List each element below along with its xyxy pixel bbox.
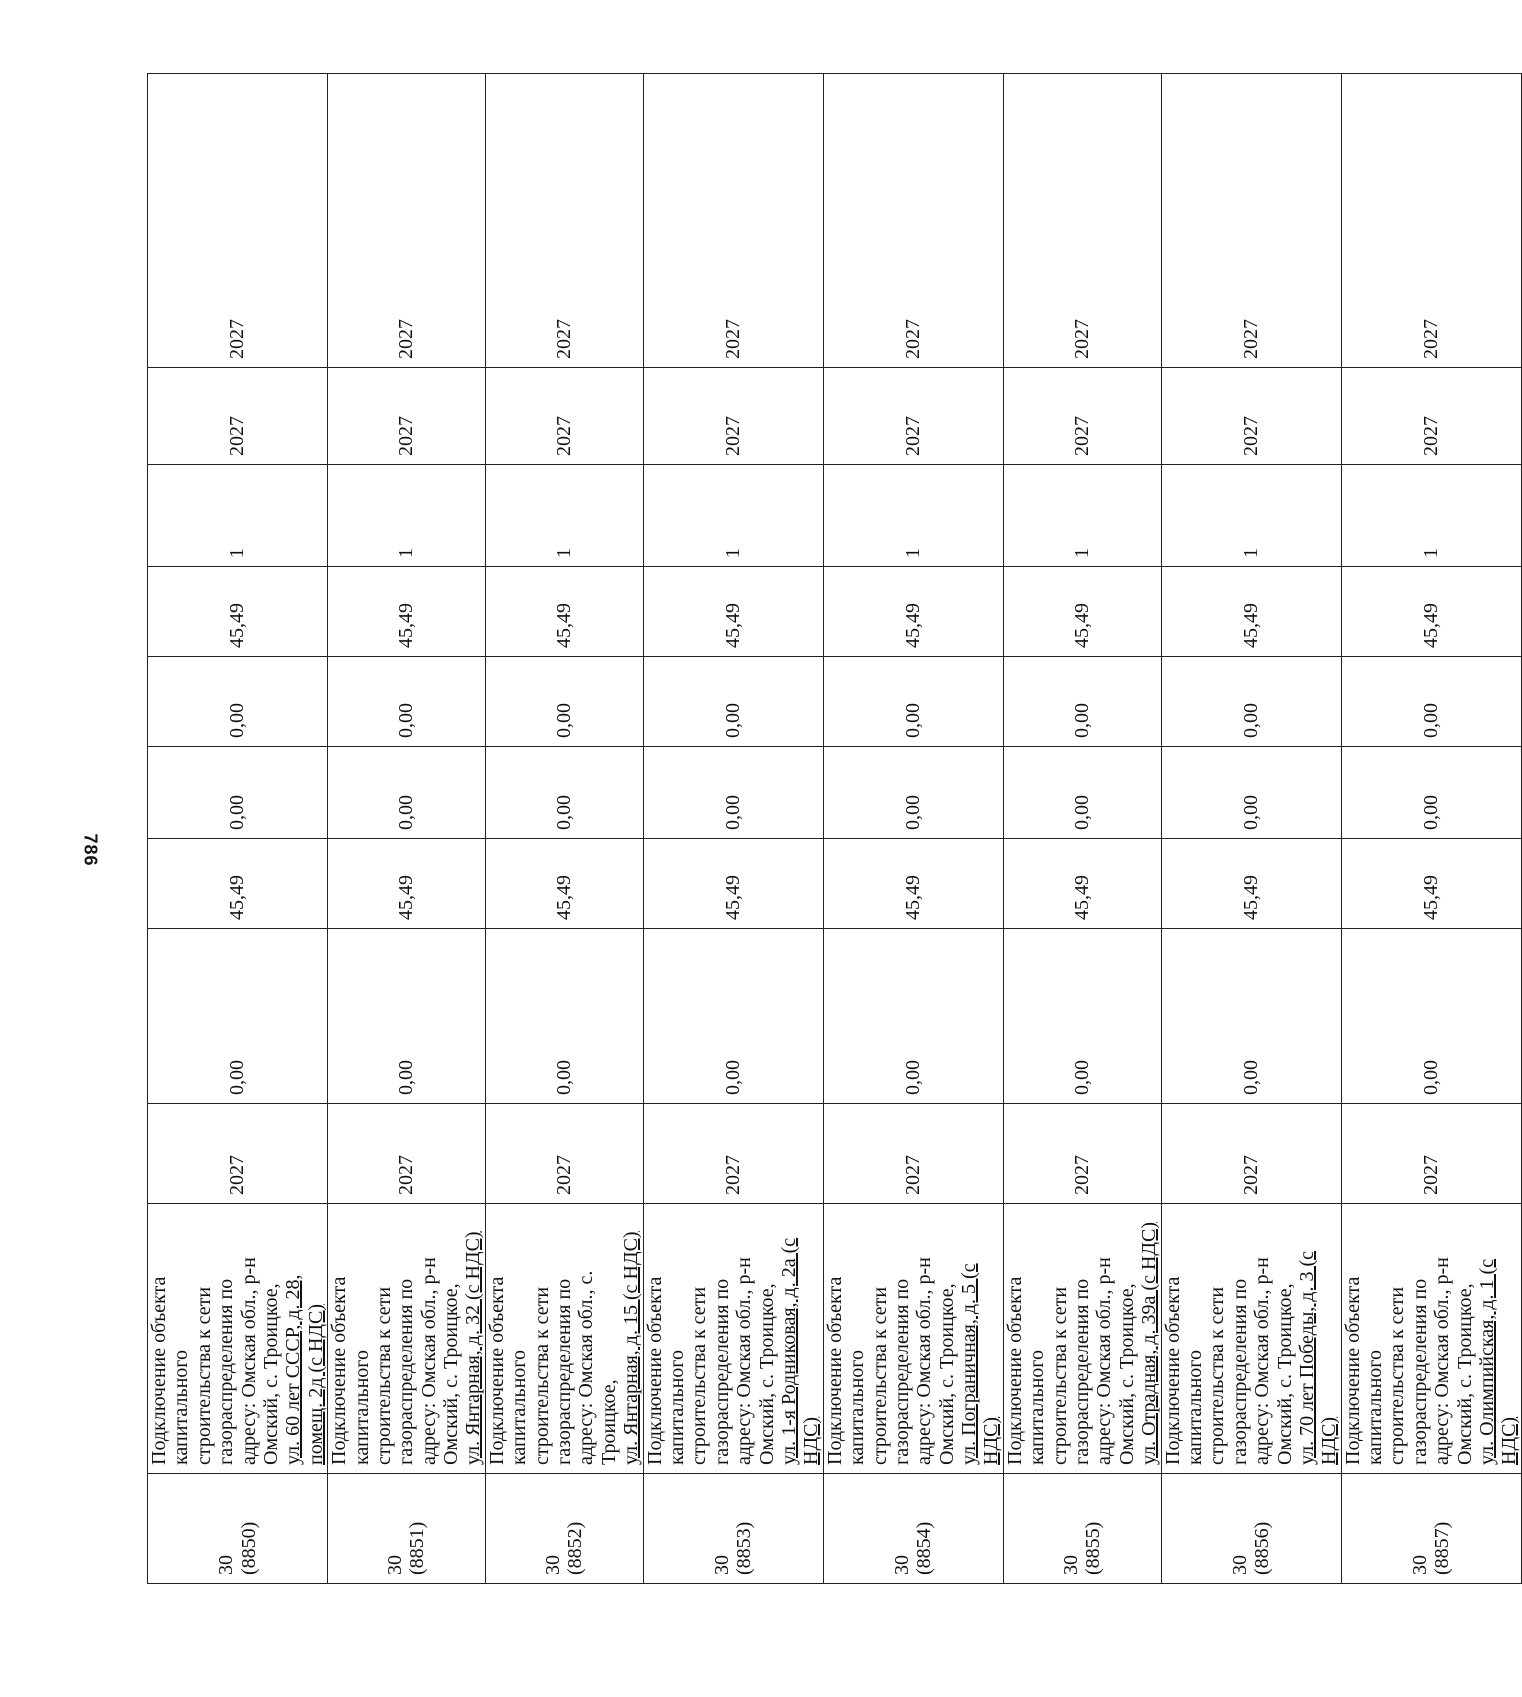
year-cell-a: 2027 — [328, 368, 486, 465]
start-year-cell: 2027 — [148, 1104, 328, 1204]
description-line: строительства к сети газораспределения по — [372, 1278, 418, 1465]
value-cell-4: 0,00 — [328, 657, 486, 747]
value-cell-3: 0,00 — [643, 747, 823, 839]
count-cell: 1 — [1003, 465, 1161, 567]
value-cell-2: 45,49 — [148, 839, 328, 929]
description-line: строительства к сети газораспределения по — [1206, 1278, 1251, 1465]
year-cell-a: 2027 — [1161, 368, 1341, 465]
table-row — [1341, 74, 1521, 1584]
start-year-cell: 2027 — [1003, 1104, 1161, 1204]
description-line: ул. 1-я Родниковая, д. 2а (с НДС) — [777, 1237, 823, 1465]
start-year-cell: 2027 — [823, 1104, 1003, 1204]
table-row — [485, 74, 643, 1584]
project-description-cell — [328, 1204, 486, 1474]
project-description-cell — [1003, 1204, 1161, 1474]
value-cell-5: 45,49 — [148, 567, 328, 657]
count-cell: 1 — [643, 465, 823, 567]
count-cell: 1 — [1161, 465, 1341, 567]
project-number-cell: 30 (8857) — [1341, 1474, 1521, 1584]
table-row — [148, 74, 328, 1584]
value-cell-2: 45,49 — [1161, 839, 1341, 929]
description-line: ул. Пограничная, д. 5 (с НДС) — [958, 1263, 1003, 1465]
project-description-cell — [148, 1204, 328, 1474]
project-number-cell: 30 (8852) — [485, 1474, 643, 1584]
year-cell-b: 2027 — [148, 74, 328, 368]
value-cell-1: 0,00 — [643, 929, 823, 1104]
description-line: ул. 60 лет СССР, д. 28, помещ. 2д (с НДС) — [282, 1274, 327, 1465]
value-cell-5: 45,49 — [823, 567, 1003, 657]
description-line: Подключение объекта капитального — [1161, 1276, 1206, 1465]
year-cell-b: 2027 — [823, 74, 1003, 368]
value-cell-1: 0,00 — [328, 929, 486, 1104]
value-cell-5: 45,49 — [328, 567, 486, 657]
start-year-cell: 2027 — [485, 1104, 643, 1204]
value-cell-3: 0,00 — [328, 747, 486, 839]
year-cell-a: 2027 — [643, 368, 823, 465]
start-year-cell: 2027 — [1341, 1104, 1521, 1204]
description-line: Подключение объекта капитального — [328, 1276, 373, 1465]
description-line: адресу: Омская обл., с. Троицкое, — [575, 1270, 620, 1465]
rotated-table-container — [147, 74, 1521, 1584]
value-cell-1: 0,00 — [1161, 929, 1341, 1104]
value-cell-2: 45,49 — [643, 839, 823, 929]
project-description-cell — [1161, 1204, 1341, 1474]
project-description-cell — [823, 1204, 1003, 1474]
start-year-cell: 2027 — [328, 1104, 486, 1204]
count-cell: 1 — [1341, 465, 1521, 567]
investment-projects-table — [147, 73, 1522, 1584]
project-number-cell: 30 (8850) — [148, 1474, 328, 1584]
value-cell-1: 0,00 — [1003, 929, 1161, 1104]
project-number-cell: 30 (8851) — [328, 1474, 486, 1584]
project-description-cell — [1341, 1204, 1521, 1474]
value-cell-3: 0,00 — [148, 747, 328, 839]
value-cell-5: 45,49 — [1003, 567, 1161, 657]
value-cell-1: 0,00 — [823, 929, 1003, 1104]
year-cell-b: 2027 — [1003, 74, 1161, 368]
value-cell-2: 45,49 — [1003, 839, 1161, 929]
year-cell-a: 2027 — [823, 368, 1003, 465]
description-line: ул. Олимпийская, д. 1 (с НДС) — [1476, 1258, 1521, 1465]
description-line: Подключение объекта капитального — [823, 1276, 869, 1465]
description-line: ул. 70 лет Победы, д. 3 (с НДС) — [1295, 1251, 1341, 1465]
page-number: 786 — [80, 833, 101, 867]
value-cell-3: 0,00 — [823, 747, 1003, 839]
description-line: Подключение объекта капитального — [643, 1276, 688, 1465]
value-cell-4: 0,00 — [1003, 657, 1161, 747]
year-cell-b: 2027 — [643, 74, 823, 368]
description-line: строительства к сети газораспределения по — [688, 1278, 733, 1465]
year-cell-a: 2027 — [1341, 368, 1521, 465]
value-cell-2: 45,49 — [328, 839, 486, 929]
description-line: ул. Янтарная, д. 15 (с НДС) — [620, 1231, 643, 1465]
description-line: адресу: Омская обл., р-н Омский, с. Троицкое, — [237, 1257, 282, 1465]
description-line: строительства к сети газораспределения по — [868, 1278, 913, 1465]
description-line: ул. Отрадная, д. 39а (с НДС) — [1138, 1221, 1161, 1465]
project-number-cell: 30 (8855) — [1003, 1474, 1161, 1584]
value-cell-5: 45,49 — [1341, 567, 1521, 657]
value-cell-2: 45,49 — [485, 839, 643, 929]
project-number-cell: 30 (8854) — [823, 1474, 1003, 1584]
value-cell-4: 0,00 — [148, 657, 328, 747]
value-cell-4: 0,00 — [643, 657, 823, 747]
description-line: адресу: Омская обл., р-н Омский, с. Троицкое, — [417, 1257, 463, 1465]
description-line: адресу: Омская обл., р-н Омский, с. Троицкое, — [733, 1257, 778, 1465]
table-row — [328, 74, 486, 1584]
description-line: адресу: Омская обл., р-н Омский, с. Троицкое, — [1251, 1257, 1296, 1465]
value-cell-5: 45,49 — [643, 567, 823, 657]
year-cell-a: 2027 — [1003, 368, 1161, 465]
year-cell-b: 2027 — [1341, 74, 1521, 368]
value-cell-4: 0,00 — [1161, 657, 1341, 747]
value-cell-4: 0,00 — [1341, 657, 1521, 747]
table-row — [643, 74, 823, 1584]
description-line: адресу: Омская обл., р-н Омский, с. Троицкое, — [913, 1257, 958, 1465]
year-cell-a: 2027 — [485, 368, 643, 465]
table-row — [1161, 74, 1341, 1584]
year-cell-b: 2027 — [485, 74, 643, 368]
value-cell-3: 0,00 — [1003, 747, 1161, 839]
description-line: Подключение объекта капитального — [485, 1276, 531, 1465]
value-cell-1: 0,00 — [1341, 929, 1521, 1104]
value-cell-1: 0,00 — [148, 929, 328, 1104]
value-cell-4: 0,00 — [823, 657, 1003, 747]
count-cell: 1 — [148, 465, 328, 567]
value-cell-5: 45,49 — [485, 567, 643, 657]
year-cell-b: 2027 — [328, 74, 486, 368]
project-description-cell — [485, 1204, 643, 1474]
count-cell: 1 — [328, 465, 486, 567]
description-line: ул. Янтарная, д. 32 (с НДС) — [462, 1231, 485, 1465]
project-number-cell: 30 (8856) — [1161, 1474, 1341, 1584]
table-row — [823, 74, 1003, 1584]
description-line: строительства к сети газораспределения по — [1386, 1278, 1431, 1465]
description-line: строительства к сети газораспределения по — [192, 1278, 238, 1465]
value-cell-5: 45,49 — [1161, 567, 1341, 657]
value-cell-3: 0,00 — [485, 747, 643, 839]
value-cell-1: 0,00 — [485, 929, 643, 1104]
description-line: строительства к сети газораспределения по — [530, 1278, 576, 1465]
value-cell-2: 45,49 — [823, 839, 1003, 929]
start-year-cell: 2027 — [643, 1104, 823, 1204]
value-cell-3: 0,00 — [1161, 747, 1341, 839]
start-year-cell: 2027 — [1161, 1104, 1341, 1204]
value-cell-3: 0,00 — [1341, 747, 1521, 839]
description-line: Подключение объекта капитального — [148, 1276, 193, 1465]
description-line: адресу: Омская обл., р-н Омский, с. Троицкое, — [1431, 1257, 1476, 1465]
description-line: Подключение объекта капитального — [1003, 1276, 1049, 1465]
year-cell-a: 2027 — [148, 368, 328, 465]
value-cell-2: 45,49 — [1341, 839, 1521, 929]
description-line: строительства к сети газораспределения по — [1048, 1278, 1094, 1465]
table-row — [1003, 74, 1161, 1584]
value-cell-4: 0,00 — [485, 657, 643, 747]
table-body — [148, 74, 1522, 1584]
project-number-cell: 30 (8853) — [643, 1474, 823, 1584]
project-description-cell — [643, 1204, 823, 1474]
description-line: Подключение объекта капитального — [1341, 1276, 1387, 1465]
count-cell: 1 — [485, 465, 643, 567]
description-line: адресу: Омская обл., р-н Омский, с. Троицкое, — [1093, 1257, 1138, 1465]
count-cell: 1 — [823, 465, 1003, 567]
year-cell-b: 2027 — [1161, 74, 1341, 368]
